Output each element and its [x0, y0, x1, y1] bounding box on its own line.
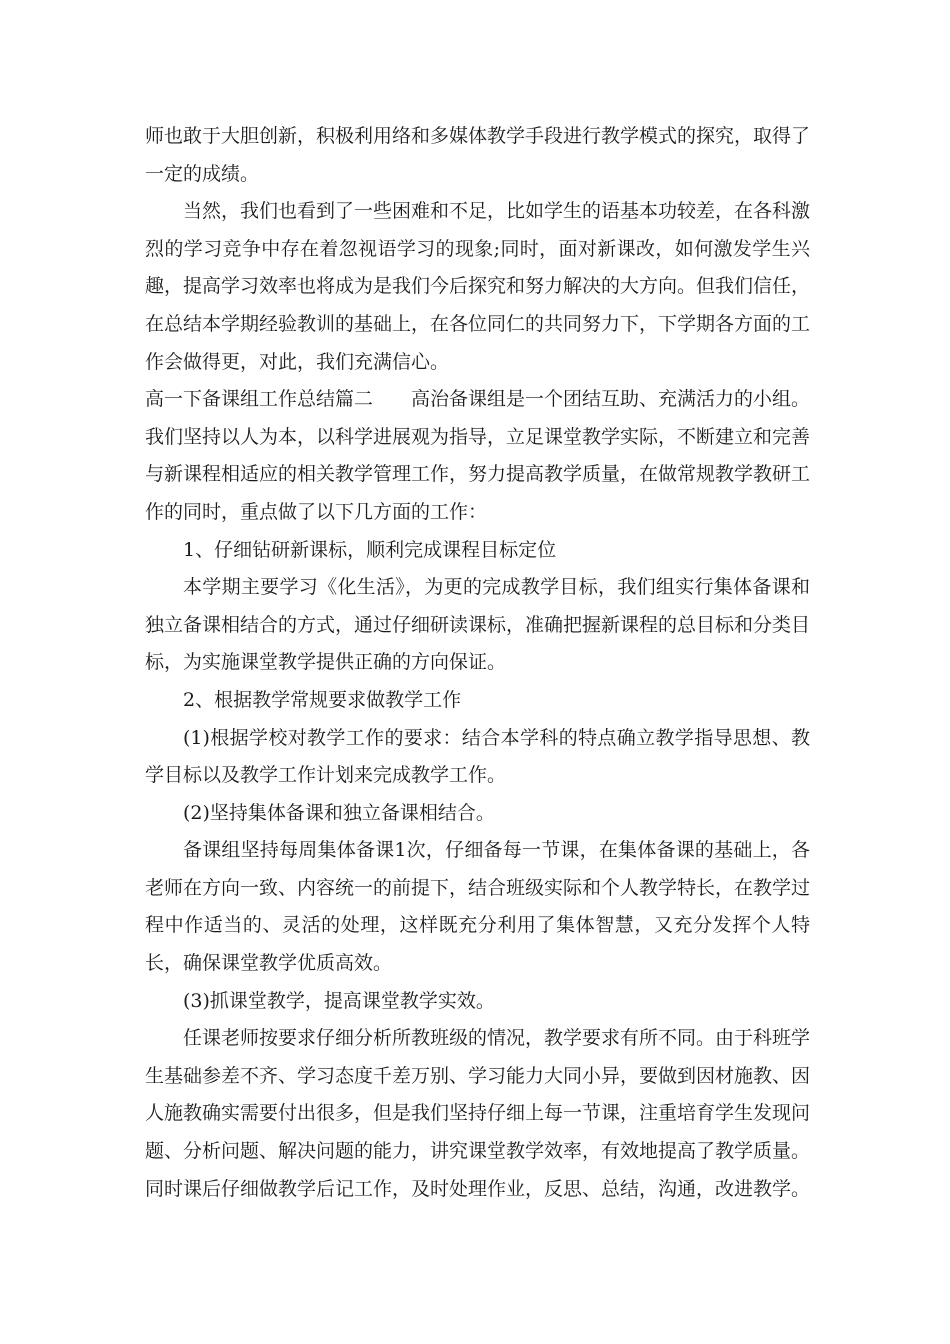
paragraph-continuation: 师也敢于大胆创新，积极利用络和多媒体教学手段进行教学模式的探究，取得了一定的成绩。 — [145, 125, 811, 185]
paragraph-difficulties: 当然，我们也看到了一些困难和不足，比如学生的语基本功较差，在各科激烈的学习竞争中存在着忽视语学习的现象;同时，面对新课改，如何激发学生兴趣，提高学习效率也将成为是我们今后探究和努力解决的大方向。但我们信任，在总结本学期经验教训的基础上，在各位同仁的共同努力下，下学期各方面的工作会做得更，对此，我们充满信心。 — [145, 200, 811, 373]
paragraph-curriculum: 本学期主要学习《化生活》，为更的完成教学目标，我们组实行集体备课和独立备课相结合的方式，通过仔细研读课标，准确把握新课程的总目标和分类目标，为实施课堂教学提供正确的方向保证。 — [145, 576, 811, 674]
subitem-1: (1)根据学校对教学工作的要求：结合本学科的特点确立教学指导思想、教学目标以及教学工作计划来完成教学工作。 — [145, 726, 810, 787]
paragraph-teaching-practice: 任课老师按要求仔细分析所教班级的情况，教学要求有所不同。由于科班学生基础参差不齐、学习态度千差万别、学习能力大同小异，要做到因材施教、因人施教确实需要付出很多，但是我们坚持仔细上每一节课，注重培育学生发现问题、分析问题、解决问题的能力，讲究课堂教学效率，有效地提高了教学质量。同时课后仔细做教学后记工作，及时处理作业，反思、总结，沟通，改进教学。 — [145, 1027, 811, 1200]
subitem-3: (3)抓课堂教学，提高课堂教学实效。 — [183, 989, 495, 1012]
section-heading-1: 1、仔细钻研新课标，顺利完成课程目标定位 — [183, 538, 557, 561]
paragraph-summary-part-two: 高一下备课组工作总结篇二 高治备课组是一个团结互助、充满活力的小组。我们坚持以人为本，以科学进展观为指导，立足课堂教学实际，不断建立和完善与新课程相适应的相关教学管理工作，努力提高教学质量，在做常规教学教研工作的同时，重点做了以下几方面的工作： — [145, 388, 811, 523]
paragraph-collective-prep: 备课组坚持每周集体备课1次，仔细备每一节课，在集体备课的基础上，各老师在方向一致、内容统一的前提下，结合班级实际和个人教学特长，在教学过程中作适当的、灵活的处理，这样既充分利用了集体智慧，又充分发挥个人特长，确保课堂教学优质高效。 — [145, 839, 811, 975]
subitem-2: (2)坚持集体备课和独立备课相结合。 — [183, 801, 495, 824]
section-heading-2: 2、根据教学常规要求做教学工作 — [183, 688, 462, 711]
document-body — [145, 118, 810, 1208]
